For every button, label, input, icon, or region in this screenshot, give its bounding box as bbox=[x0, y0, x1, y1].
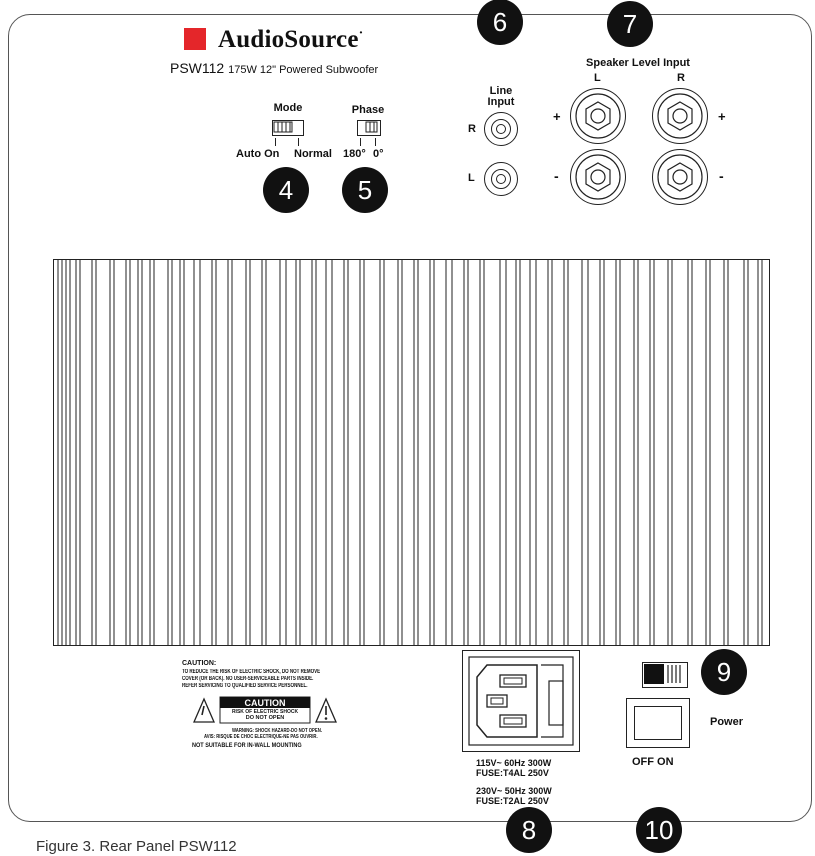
caution-line-2: COVER (OR BACK). NO USER-SERVICEABLE PARTS INSIDE. bbox=[182, 676, 314, 682]
caution-warning-2: AVIS: RISQUE DE CHOC ELECTRIQUE-NE PAS OUVRIR. bbox=[204, 734, 318, 740]
brand-name: AudioSource· bbox=[218, 26, 364, 53]
mode-tick-auto bbox=[275, 138, 276, 146]
binding-post-icon bbox=[570, 88, 626, 144]
heatsink-fins-icon bbox=[54, 260, 769, 645]
speaker-l-minus-post[interactable] bbox=[570, 149, 626, 205]
caution-label-title: CAUTION bbox=[244, 698, 286, 708]
phase-tick-0 bbox=[375, 138, 376, 146]
phase-switch[interactable] bbox=[357, 120, 381, 136]
heatsink bbox=[53, 259, 770, 646]
speaker-plus-left: + bbox=[553, 109, 561, 124]
caution-heading: CAUTION: bbox=[182, 660, 217, 667]
caution-line-1: TO REDUCE THE RISK OF ELECTRIC SHOCK, DO NOT REMOVE bbox=[182, 669, 321, 675]
power-off-on-label: OFF ON bbox=[632, 756, 674, 768]
mode-title: Mode bbox=[273, 102, 303, 114]
power-switch-rocker bbox=[634, 706, 682, 740]
power-inlet[interactable] bbox=[462, 650, 580, 752]
callout-6: 6 bbox=[477, 0, 523, 45]
caution-mounting: NOT SUITABLE FOR IN-WALL MOUNTING bbox=[192, 742, 302, 749]
model-title bbox=[170, 60, 378, 76]
binding-post-icon bbox=[652, 149, 708, 205]
line-input-title: Line Input bbox=[487, 85, 515, 108]
speaker-input-r-label: R bbox=[677, 72, 685, 84]
binding-post-icon bbox=[652, 88, 708, 144]
voltage-115-line-1: 115V~ 60Hz 300W bbox=[476, 758, 552, 768]
mode-auto-on-label: Auto On bbox=[236, 148, 280, 160]
phase-tick-180 bbox=[360, 138, 361, 146]
mode-normal-label: Normal bbox=[294, 148, 332, 160]
speaker-minus-right: - bbox=[719, 168, 724, 184]
callout-7: 7 bbox=[607, 1, 653, 47]
iec-socket-icon bbox=[463, 651, 579, 751]
phase-switch-knob-icon bbox=[357, 120, 379, 134]
callout-10: 10 bbox=[636, 807, 682, 853]
speaker-r-minus-post[interactable] bbox=[652, 149, 708, 205]
caution-warning-1: WARNING: SHOCK HAZARD-DO NOT OPEN. bbox=[232, 728, 322, 734]
speaker-l-plus-post[interactable] bbox=[570, 88, 626, 144]
line-input-r-label: R bbox=[468, 123, 476, 135]
callout-9: 9 bbox=[701, 649, 747, 695]
speaker-plus-right: + bbox=[718, 109, 726, 124]
speaker-r-plus-post[interactable] bbox=[652, 88, 708, 144]
speaker-input-l-label: L bbox=[594, 72, 601, 84]
rca-jack-icon bbox=[491, 119, 511, 139]
mode-tick-normal bbox=[298, 138, 299, 146]
speaker-minus-left: - bbox=[554, 168, 559, 184]
line-input-r-jack[interactable] bbox=[484, 112, 518, 146]
phase-180-label: 180° bbox=[343, 148, 366, 160]
phase-title: Phase bbox=[351, 104, 385, 116]
caution-line-3: REFER SERVICING TO QUALIFIED SERVICE PERSONNEL. bbox=[182, 683, 308, 689]
model-number: PSW112 bbox=[170, 60, 225, 76]
voltage-115-line-2: FUSE:T4AL 250V bbox=[476, 768, 549, 778]
voltage-230-line-2: FUSE:T2AL 250V bbox=[476, 796, 549, 806]
callout-4: 4 bbox=[263, 167, 309, 213]
caution-label-box bbox=[190, 695, 340, 725]
mode-switch-knob-icon bbox=[272, 120, 302, 134]
phase-0-label: 0° bbox=[373, 148, 384, 160]
line-input-l-jack[interactable] bbox=[484, 162, 518, 196]
caution-label-sub-1: RISK OF ELECTRIC SHOCK bbox=[231, 709, 299, 715]
caution-label-sub-2: DO NOT OPEN bbox=[245, 715, 285, 721]
power-label: Power bbox=[710, 716, 744, 728]
rca-jack-icon bbox=[491, 169, 511, 189]
binding-post-icon bbox=[570, 149, 626, 205]
figure-caption: Figure 3. Rear Panel PSW112 bbox=[36, 838, 237, 855]
mode-switch[interactable] bbox=[272, 120, 304, 136]
voltage-selector-switch[interactable] bbox=[642, 662, 688, 688]
callout-8: 8 bbox=[506, 807, 552, 853]
voltage-switch-knob-icon bbox=[642, 662, 686, 686]
line-input-l-label: L bbox=[468, 172, 475, 184]
callout-5: 5 bbox=[342, 167, 388, 213]
model-description: 175W 12" Powered Subwoofer bbox=[228, 64, 379, 76]
brand-logo-icon bbox=[184, 28, 206, 50]
speaker-input-title: Speaker Level Input bbox=[586, 57, 690, 69]
voltage-230-line-1: 230V~ 50Hz 300W bbox=[476, 786, 552, 796]
